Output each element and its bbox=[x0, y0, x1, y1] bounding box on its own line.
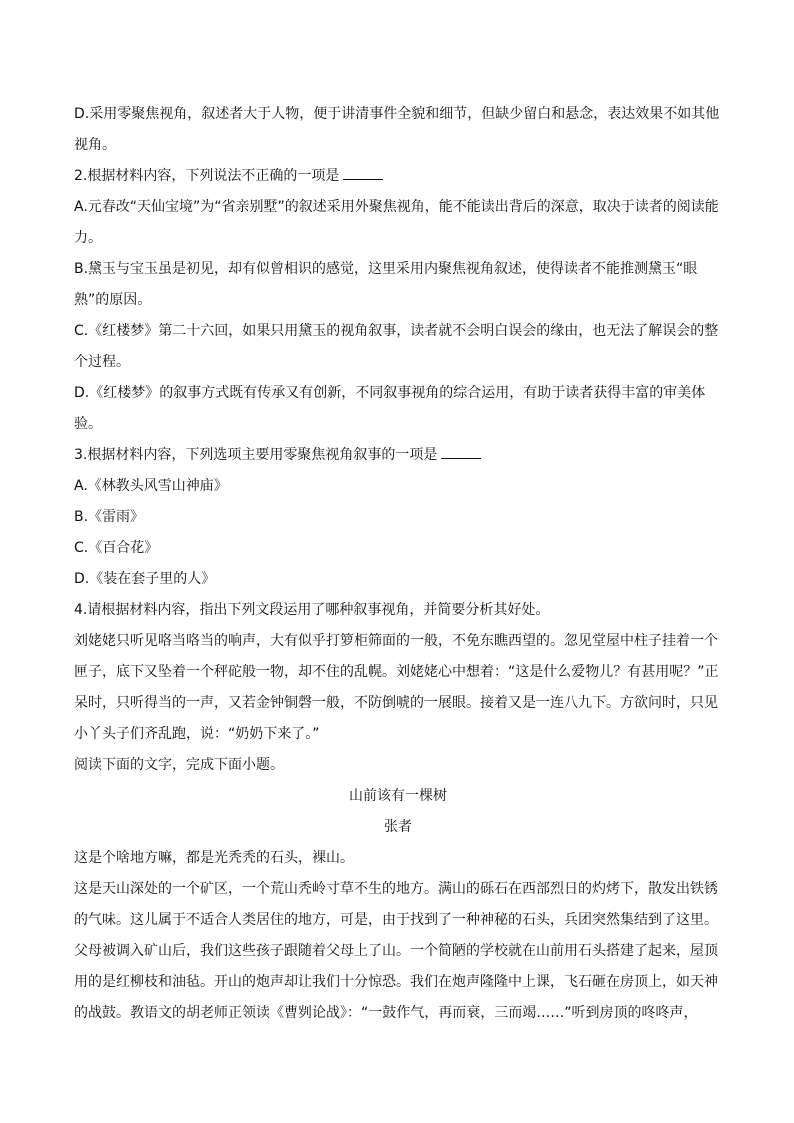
article-paragraph: 这是个啥地方嘛，都是光秃秃的石头，裸山。 bbox=[74, 850, 354, 866]
q3-option-a: A.《林教头风雪山神庙》 bbox=[74, 478, 228, 494]
answer-blank bbox=[343, 165, 383, 180]
q3-option-b: B.《雷雨》 bbox=[74, 509, 145, 525]
document-body bbox=[74, 99, 722, 1029]
article-title: 山前该有一棵树 bbox=[349, 788, 447, 804]
q2-option-a: A.元春改“天仙宝境”为“省亲别墅”的叙述采用外聚焦视角，能不能读出背后的深意，取决于读者的阅读能力。 bbox=[74, 199, 719, 246]
q2-option-c: C.《红楼梦》第二十六回，如果只用黛玉的视角叙事，读者就不会明白误会的缘由，也无法了解误会的整个过程。 bbox=[74, 323, 719, 370]
q3-option-c: C.《百合花》 bbox=[74, 540, 159, 556]
q2-option-d: D.《红楼梦》的叙事方式既有传承又有创新，不同叙事视角的综合运用，有助于读者获得丰富的审美体验。 bbox=[74, 385, 706, 432]
q4-stem: 4.请根据材料内容，指出下列文段运用了哪种叙事视角，并简要分析其好处。 bbox=[74, 602, 550, 618]
article-paragraph: 父母被调入矿山后，我们这些孩子跟随着父母上了山。一个简陋的学校就在山前用石头搭建了起来，屋顶用的是红柳枝和油毡。开山的炮声却让我们十分惊恐。我们在炮声隆隆中上课，飞石砸在房顶上，如天神的战鼓。教语文的胡老师正领读《曹刿论战》：“一鼓作气，再而衰，三而竭……”听到房顶的咚咚声， bbox=[74, 943, 718, 1021]
q3-stem: 3.根据材料内容，下列选项主要用零聚焦视角叙事的一项是 bbox=[74, 440, 722, 471]
answer-blank bbox=[441, 444, 481, 459]
q4-passage: 刘姥姥只听见咯当咯当的响声，大有似乎打箩柜筛面的一般，不免东瞧西望的。忽见堂屋中柱子挂着一个匣子，底下又坠着一个秤砣般一物，却不住的乱幌。刘姥姥心中想着：“这是什么爱物儿？有甚用呢？”正呆时，只听得当的一声，又若金钟铜磬一般，不防倒唬的一展眼。接着又是一连八九下。方欲问时，只见小丫头子们齐乱跑，说：“奶奶下来了。” bbox=[74, 633, 719, 742]
q2-option-b: B.黛玉与宝玉虽是初见，却有似曾相识的感觉，这里采用内聚焦视角叙述，使得读者不能推测黛玉“眼熟”的原因。 bbox=[74, 261, 698, 308]
reading-instruction: 阅读下面的文字，完成下面小题。 bbox=[74, 757, 284, 773]
q1-option-d: D.采用零聚焦视角，叙述者大于人物，便于讲清事件全貌和细节，但缺少留白和悬念，表达效果不如其他视角。 bbox=[74, 106, 720, 153]
q3-option-d: D.《装在套子里的人》 bbox=[74, 571, 216, 587]
article-paragraph: 这是天山深处的一个矿区，一个荒山秃岭寸草不生的地方。满山的砾石在西部烈日的灼烤下，散发出铁锈的气味。这儿属于不适合人类居住的地方，可是，由于找到了一种神秘的石头，兵团突然集结到了这里。 bbox=[74, 881, 718, 928]
q2-stem: 2.根据材料内容，下列说法不正确的一项是 bbox=[74, 161, 722, 192]
article-author: 张者 bbox=[384, 819, 412, 835]
